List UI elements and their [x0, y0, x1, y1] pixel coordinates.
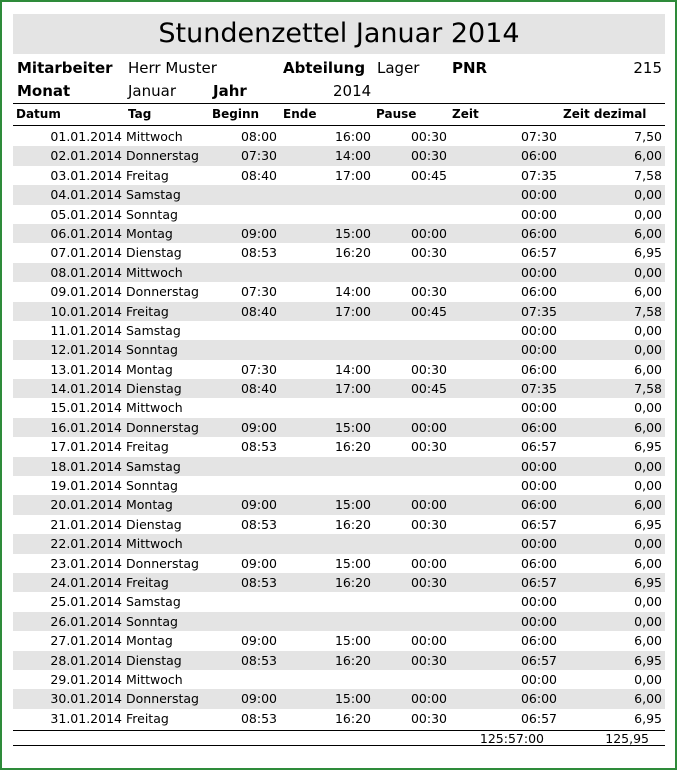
- cell-zeit: 00:00: [520, 400, 557, 416]
- cell-beginn: 08:40: [240, 381, 277, 397]
- cell-tag: Sonntag: [126, 206, 178, 222]
- cell-dezimal: 6,95: [634, 574, 662, 590]
- cell-zeit: 07:35: [520, 167, 557, 183]
- cell-ende: 16:20: [334, 710, 371, 726]
- monat-label: Monat: [17, 82, 71, 100]
- cell-beginn: 07:30: [240, 284, 277, 300]
- cell-dezimal: 6,95: [634, 652, 662, 668]
- table-row: [13, 418, 665, 437]
- col-zeit: Zeit: [452, 107, 479, 121]
- table-row: [13, 515, 665, 534]
- cell-beginn: 09:00: [240, 633, 277, 649]
- cell-datum: 22.01.2014: [50, 536, 122, 552]
- cell-datum: 31.01.2014: [50, 710, 122, 726]
- table-row: [13, 612, 665, 631]
- cell-ende: 16:20: [334, 245, 371, 261]
- cell-zeit: 00:00: [520, 342, 557, 358]
- cell-dezimal: 6,00: [634, 497, 662, 513]
- table-row: [13, 573, 665, 592]
- cell-zeit: 06:00: [520, 633, 557, 649]
- cell-dezimal: 0,00: [634, 187, 662, 203]
- cell-pause: 00:00: [410, 419, 447, 435]
- cell-tag: Donnerstag: [126, 691, 199, 707]
- cell-beginn: 08:53: [240, 710, 277, 726]
- total-zeit-dezimal: 125,95: [605, 731, 649, 746]
- cell-zeit: 07:35: [520, 381, 557, 397]
- table-row: [13, 127, 665, 146]
- cell-ende: 16:20: [334, 439, 371, 455]
- timesheet-table-body: [13, 127, 665, 728]
- table-row: [13, 360, 665, 379]
- cell-zeit: 06:57: [520, 516, 557, 532]
- table-row: [13, 243, 665, 262]
- cell-datum: 21.01.2014: [50, 516, 122, 532]
- cell-datum: 03.01.2014: [50, 167, 122, 183]
- cell-datum: 27.01.2014: [50, 633, 122, 649]
- table-row: [13, 263, 665, 282]
- mitarbeiter-value: Herr Muster: [128, 59, 217, 77]
- cell-tag: Donnerstag: [126, 284, 199, 300]
- cell-dezimal: 6,95: [634, 245, 662, 261]
- cell-beginn: 08:53: [240, 245, 277, 261]
- table-row: [13, 689, 665, 708]
- cell-ende: 16:20: [334, 516, 371, 532]
- cell-datum: 04.01.2014: [50, 187, 122, 203]
- abteilung-value: Lager: [377, 59, 420, 77]
- page-title: Stundenzettel Januar 2014: [13, 14, 665, 54]
- cell-tag: Freitag: [126, 167, 169, 183]
- cell-pause: 00:45: [410, 381, 447, 397]
- cell-datum: 05.01.2014: [50, 206, 122, 222]
- cell-datum: 10.01.2014: [50, 303, 122, 319]
- table-row: [13, 146, 665, 165]
- cell-pause: 00:00: [410, 497, 447, 513]
- table-row: [13, 379, 665, 398]
- cell-tag: Montag: [126, 497, 173, 513]
- cell-dezimal: 6,95: [634, 710, 662, 726]
- cell-tag: Sonntag: [126, 478, 178, 494]
- cell-tag: Mittwoch: [126, 264, 183, 280]
- cell-ende: 15:00: [334, 555, 371, 571]
- table-row: [13, 321, 665, 340]
- cell-datum: 29.01.2014: [50, 671, 122, 687]
- cell-zeit: 06:57: [520, 652, 557, 668]
- cell-zeit: 06:00: [520, 361, 557, 377]
- cell-tag: Freitag: [126, 439, 169, 455]
- table-row: [13, 670, 665, 689]
- cell-zeit: 00:00: [520, 671, 557, 687]
- cell-beginn: 09:00: [240, 555, 277, 571]
- cell-tag: Donnerstag: [126, 148, 199, 164]
- bottom-rule: [13, 745, 665, 746]
- table-row: [13, 340, 665, 359]
- cell-datum: 18.01.2014: [50, 458, 122, 474]
- cell-datum: 20.01.2014: [50, 497, 122, 513]
- cell-tag: Montag: [126, 361, 173, 377]
- cell-zeit: 06:00: [520, 225, 557, 241]
- cell-pause: 00:30: [410, 245, 447, 261]
- cell-datum: 15.01.2014: [50, 400, 122, 416]
- cell-datum: 12.01.2014: [50, 342, 122, 358]
- cell-pause: 00:30: [410, 148, 447, 164]
- cell-pause: 00:30: [410, 710, 447, 726]
- cell-datum: 11.01.2014: [50, 322, 122, 338]
- cell-tag: Montag: [126, 633, 173, 649]
- cell-zeit: 06:00: [520, 691, 557, 707]
- cell-dezimal: 6,00: [634, 691, 662, 707]
- table-row: [13, 709, 665, 728]
- cell-datum: 24.01.2014: [50, 574, 122, 590]
- cell-dezimal: 6,00: [634, 148, 662, 164]
- table-row: [13, 631, 665, 650]
- cell-datum: 01.01.2014: [50, 129, 122, 144]
- col-beginn: Beginn: [212, 107, 260, 121]
- cell-tag: Freitag: [126, 710, 169, 726]
- cell-datum: 26.01.2014: [50, 613, 122, 629]
- cell-beginn: 08:53: [240, 652, 277, 668]
- cell-dezimal: 0,00: [634, 264, 662, 280]
- cell-zeit: 06:00: [520, 419, 557, 435]
- cell-dezimal: 0,00: [634, 536, 662, 552]
- cell-datum: 16.01.2014: [50, 419, 122, 435]
- table-row: [13, 205, 665, 224]
- cell-zeit: 00:00: [520, 478, 557, 494]
- cell-zeit: 06:00: [520, 555, 557, 571]
- cell-dezimal: 6,00: [634, 419, 662, 435]
- cell-pause: 00:00: [410, 555, 447, 571]
- cell-pause: 00:00: [410, 691, 447, 707]
- cell-beginn: 07:30: [240, 148, 277, 164]
- cell-tag: Sonntag: [126, 613, 178, 629]
- cell-dezimal: 7,50: [634, 129, 662, 144]
- cell-zeit: 06:57: [520, 574, 557, 590]
- monat-value: Januar: [128, 82, 176, 100]
- cell-datum: 13.01.2014: [50, 361, 122, 377]
- cell-pause: 00:30: [410, 516, 447, 532]
- cell-ende: 16:20: [334, 652, 371, 668]
- cell-beginn: 08:53: [240, 574, 277, 590]
- table-row: [13, 651, 665, 670]
- cell-tag: Mittwoch: [126, 129, 183, 144]
- table-row: [13, 398, 665, 417]
- cell-zeit: 06:00: [520, 497, 557, 513]
- cell-dezimal: 7,58: [634, 167, 662, 183]
- cell-beginn: 09:00: [240, 497, 277, 513]
- cell-ende: 15:00: [334, 691, 371, 707]
- cell-tag: Donnerstag: [126, 419, 199, 435]
- cell-dezimal: 6,00: [634, 225, 662, 241]
- jahr-value: 2014: [333, 82, 372, 100]
- cell-dezimal: 0,00: [634, 671, 662, 687]
- table-row: [13, 592, 665, 611]
- cell-ende: 15:00: [334, 225, 371, 241]
- cell-ende: 17:00: [334, 167, 371, 183]
- cell-pause: 00:30: [410, 361, 447, 377]
- cell-beginn: 08:00: [240, 129, 277, 144]
- cell-pause: 00:00: [410, 225, 447, 241]
- cell-pause: 00:00: [410, 633, 447, 649]
- table-row: [13, 476, 665, 495]
- mitarbeiter-label: Mitarbeiter: [17, 59, 113, 77]
- cell-pause: 00:30: [410, 284, 447, 300]
- cell-dezimal: 0,00: [634, 400, 662, 416]
- table-row: [13, 457, 665, 476]
- cell-beginn: 08:40: [240, 303, 277, 319]
- table-row: [13, 302, 665, 321]
- cell-tag: Dienstag: [126, 381, 182, 397]
- cell-tag: Donnerstag: [126, 555, 199, 571]
- cell-tag: Samstag: [126, 187, 181, 203]
- table-row: [13, 495, 665, 514]
- cell-ende: 17:00: [334, 303, 371, 319]
- cell-beginn: 08:53: [240, 516, 277, 532]
- cell-datum: 28.01.2014: [50, 652, 122, 668]
- cell-zeit: 00:00: [520, 206, 557, 222]
- col-zeit-dezimal: Zeit dezimal: [563, 107, 647, 121]
- cell-tag: Montag: [126, 225, 173, 241]
- cell-zeit: 07:30: [520, 129, 557, 144]
- col-ende: Ende: [283, 107, 317, 121]
- cell-datum: 17.01.2014: [50, 439, 122, 455]
- cell-zeit: 06:57: [520, 439, 557, 455]
- cell-ende: 14:00: [334, 148, 371, 164]
- cell-datum: 09.01.2014: [50, 284, 122, 300]
- cell-datum: 14.01.2014: [50, 381, 122, 397]
- cell-tag: Mittwoch: [126, 671, 183, 687]
- cell-ende: 14:00: [334, 361, 371, 377]
- cell-beginn: 07:30: [240, 361, 277, 377]
- cell-dezimal: 0,00: [634, 478, 662, 494]
- cell-ende: 17:00: [334, 381, 371, 397]
- cell-ende: 16:20: [334, 574, 371, 590]
- column-header-row: [13, 103, 665, 126]
- cell-zeit: 06:57: [520, 245, 557, 261]
- cell-tag: Mittwoch: [126, 400, 183, 416]
- cell-tag: Dienstag: [126, 652, 182, 668]
- cell-zeit: 06:57: [520, 710, 557, 726]
- cell-dezimal: 6,95: [634, 439, 662, 455]
- cell-beginn: 09:00: [240, 691, 277, 707]
- cell-zeit: 00:00: [520, 264, 557, 280]
- cell-datum: 02.01.2014: [50, 148, 122, 164]
- cell-ende: 14:00: [334, 284, 371, 300]
- cell-tag: Samstag: [126, 458, 181, 474]
- cell-zeit: 00:00: [520, 458, 557, 474]
- cell-dezimal: 6,00: [634, 361, 662, 377]
- cell-pause: 00:30: [410, 129, 447, 144]
- cell-ende: 16:00: [334, 129, 371, 144]
- cell-dezimal: 0,00: [634, 613, 662, 629]
- table-row: [13, 185, 665, 204]
- cell-zeit: 00:00: [520, 594, 557, 610]
- cell-pause: 00:30: [410, 574, 447, 590]
- cell-tag: Sonntag: [126, 342, 178, 358]
- cell-beginn: 09:00: [240, 419, 277, 435]
- cell-dezimal: 0,00: [634, 322, 662, 338]
- cell-beginn: 08:40: [240, 167, 277, 183]
- table-row: [13, 282, 665, 301]
- table-row: [13, 437, 665, 456]
- cell-datum: 30.01.2014: [50, 691, 122, 707]
- cell-dezimal: 7,58: [634, 381, 662, 397]
- cell-dezimal: 7,58: [634, 303, 662, 319]
- total-zeit: 125:57:00: [479, 731, 544, 746]
- cell-zeit: 06:00: [520, 284, 557, 300]
- table-row: [13, 166, 665, 185]
- cell-zeit: 07:35: [520, 303, 557, 319]
- cell-datum: 23.01.2014: [50, 555, 122, 571]
- cell-pause: 00:30: [410, 652, 447, 668]
- cell-datum: 06.01.2014: [50, 225, 122, 241]
- col-datum: Datum: [16, 107, 61, 121]
- cell-dezimal: 6,00: [634, 284, 662, 300]
- cell-datum: 08.01.2014: [50, 264, 122, 280]
- cell-datum: 25.01.2014: [50, 594, 122, 610]
- table-row: [13, 534, 665, 553]
- cell-pause: 00:45: [410, 303, 447, 319]
- cell-tag: Mittwoch: [126, 536, 183, 552]
- cell-datum: 07.01.2014: [50, 245, 122, 261]
- cell-tag: Dienstag: [126, 516, 182, 532]
- abteilung-label: Abteilung: [283, 59, 366, 77]
- col-tag: Tag: [128, 107, 152, 121]
- cell-ende: 15:00: [334, 633, 371, 649]
- jahr-label: Jahr: [213, 82, 247, 100]
- cell-dezimal: 6,00: [634, 555, 662, 571]
- cell-dezimal: 6,95: [634, 516, 662, 532]
- cell-tag: Samstag: [126, 594, 181, 610]
- cell-zeit: 06:00: [520, 148, 557, 164]
- cell-beginn: 09:00: [240, 225, 277, 241]
- cell-beginn: 08:53: [240, 439, 277, 455]
- cell-dezimal: 0,00: [634, 458, 662, 474]
- cell-zeit: 00:00: [520, 536, 557, 552]
- cell-dezimal: 0,00: [634, 594, 662, 610]
- pnr-value: 215: [633, 59, 662, 77]
- table-row: [13, 224, 665, 243]
- cell-dezimal: 6,00: [634, 633, 662, 649]
- cell-tag: Samstag: [126, 322, 181, 338]
- cell-ende: 15:00: [334, 419, 371, 435]
- cell-pause: 00:30: [410, 439, 447, 455]
- cell-datum: 19.01.2014: [50, 478, 122, 494]
- cell-pause: 00:45: [410, 167, 447, 183]
- table-row: [13, 554, 665, 573]
- cell-zeit: 00:00: [520, 187, 557, 203]
- cell-tag: Dienstag: [126, 245, 182, 261]
- cell-zeit: 00:00: [520, 613, 557, 629]
- col-pause: Pause: [376, 107, 417, 121]
- cell-tag: Freitag: [126, 303, 169, 319]
- pnr-label: PNR: [452, 59, 488, 77]
- cell-ende: 15:00: [334, 497, 371, 513]
- cell-dezimal: 0,00: [634, 342, 662, 358]
- cell-zeit: 00:00: [520, 322, 557, 338]
- cell-dezimal: 0,00: [634, 206, 662, 222]
- cell-tag: Freitag: [126, 574, 169, 590]
